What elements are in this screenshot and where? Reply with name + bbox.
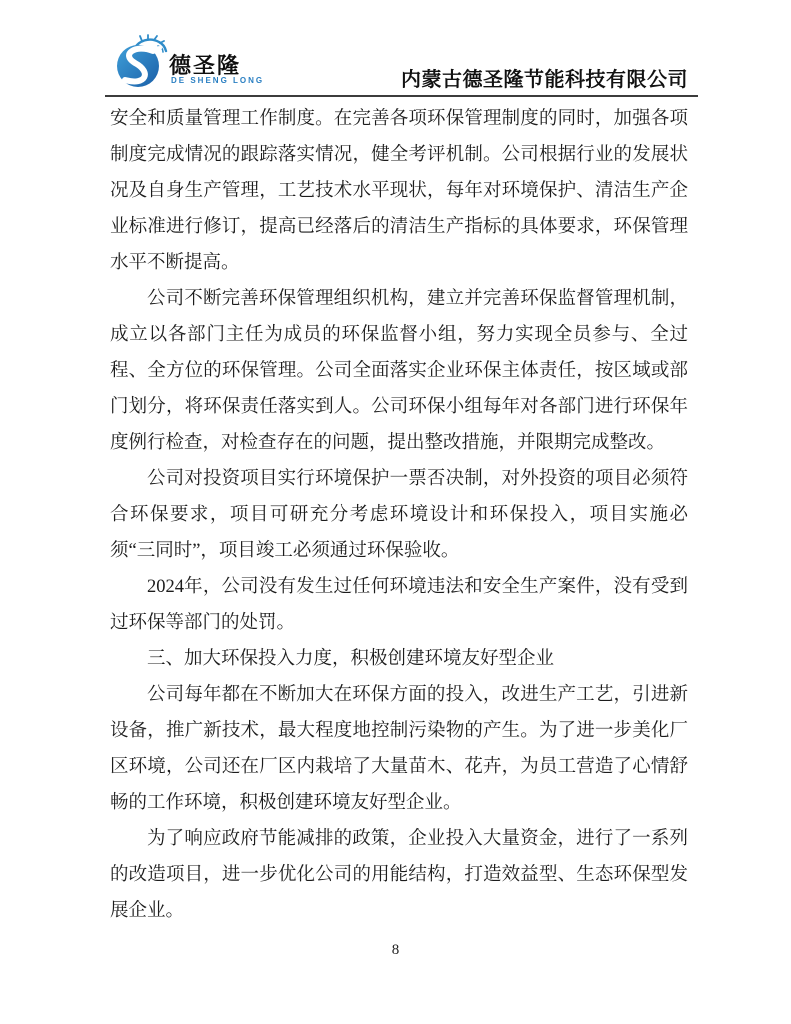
section-heading: 三、加大环保投入力度，积极创建环境友好型企业 bbox=[147, 649, 555, 669]
paragraph-3: 公司对投资项目实行环境保护一票否决制，对外投资的项目必须符合环保要求，项目可研充分考虑环境设计和环保投入，项目实施必须“三同时”，项目竣工必须通过环保验收。 bbox=[110, 469, 688, 561]
paragraph-2: 公司不断完善环保管理组织机构，建立并完善环保监督管理机制，成立以各部门主任为成员的环保监督小组，努力实现全员参与、全过程、全方位的环保管理。公司全面落实企业环保主体责任，按区域或部门划分，将环保责任落实到人。公司环保小组每年对各部门进行环保年度例行检查，对检查存在的问题，提出整改措施，并限期完成整改。 bbox=[110, 289, 688, 453]
paragraph-1: 安全和质量管理工作制度。在完善各项环保管理制度的同时，加强各项制度完成情况的跟踪落实情况，健全考评机制。公司根据行业的发展状况及自身生产管理，工艺技术水平现状，每年对环境保护、清洁生产企业标准进行修订，提高已经落后的清洁生产指标的具体要求，环保管理水平不断提高。 bbox=[110, 109, 688, 273]
logo-english-text: DE SHENG LONG bbox=[171, 76, 265, 85]
paragraph-5: 公司每年都在不断加大在环保方面的投入，改进生产工艺，引进新设备，推广新技术，最大程度地控制污染物的产生。为了进一步美化厂区环境，公司还在厂区内栽培了大量苗木、花卉，为员工营造了心情舒畅的工作环境，积极创建环境友好型企业。 bbox=[110, 685, 688, 813]
page-footer bbox=[0, 941, 791, 959]
logo-chinese-text: 德圣隆 bbox=[169, 53, 242, 78]
page-number: 8 bbox=[391, 942, 400, 958]
header-divider bbox=[105, 95, 698, 97]
dragon-s-logo-icon bbox=[112, 34, 172, 90]
company-name: 内蒙古德圣隆节能科技有限公司 bbox=[401, 69, 688, 91]
document-body bbox=[110, 101, 688, 929]
paragraph-4: 2024年，公司没有发生过任何环境违法和安全生产案件，没有受到过环保等部门的处罚。 bbox=[110, 577, 688, 633]
paragraph-6: 为了响应政府节能减排的政策，企业投入大量资金，进行了一系列的改造项目，进一步优化公司的用能结构，打造效益型、生态环保型发展企业。 bbox=[110, 829, 688, 921]
